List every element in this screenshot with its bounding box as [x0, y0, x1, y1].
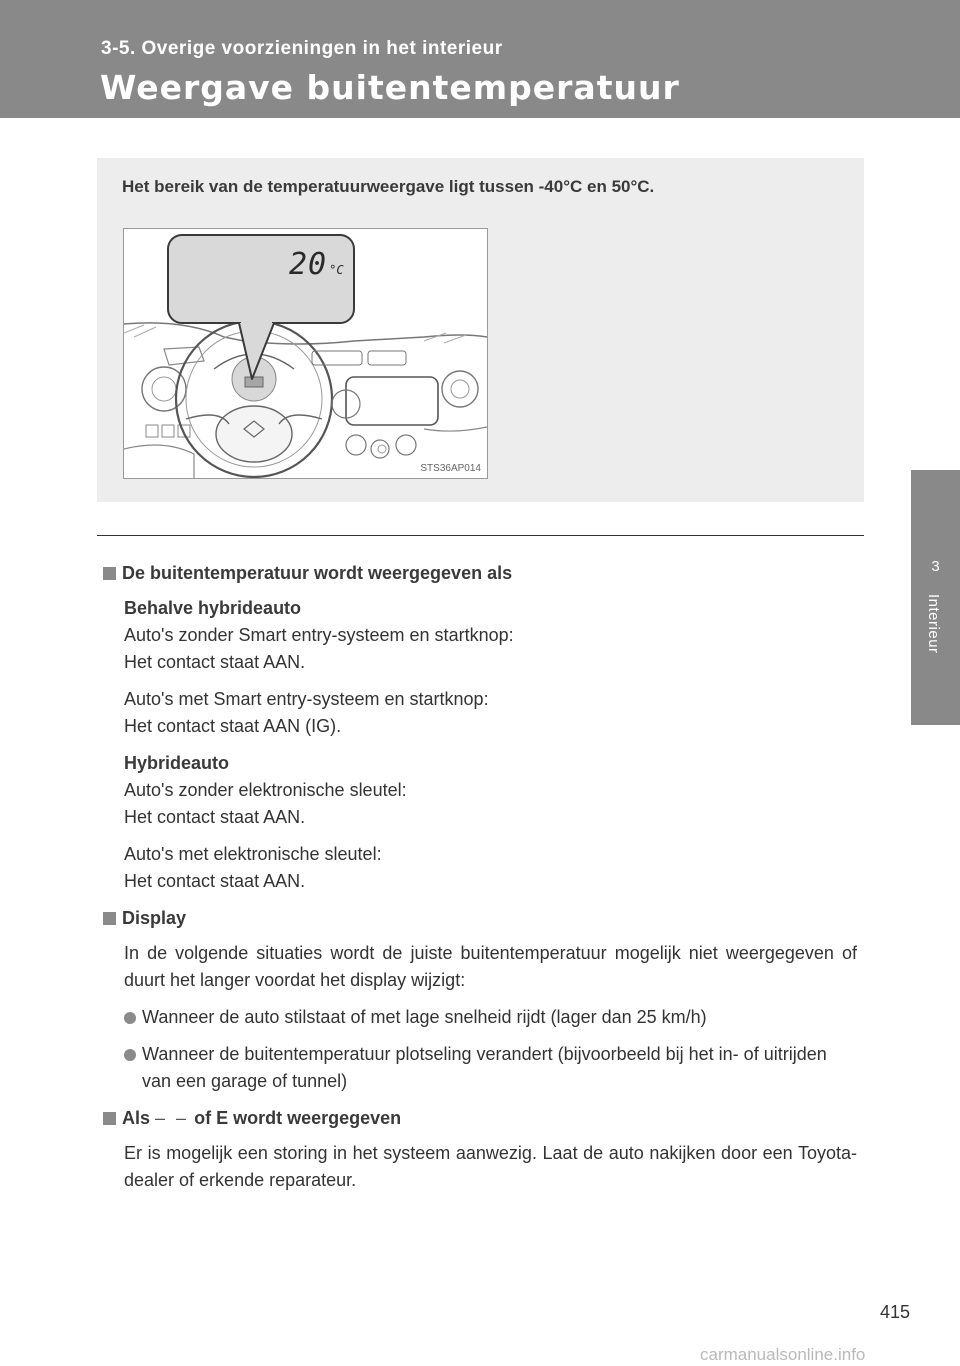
text-line: Het contact staat AAN (IG). [124, 716, 342, 736]
paragraph: Er is mogelijk een storing in het systeem aanwezig. Laat de auto nakijken door een Toyota-dealer of erkende reparateur. [124, 1143, 857, 1190]
chapter-label: Interieur [925, 594, 942, 654]
text-line: Het contact staat AAN. [124, 807, 306, 827]
square-bullet-icon [103, 567, 116, 580]
temperature-readout [289, 247, 344, 282]
square-bullet-icon [103, 912, 116, 925]
page-number: 415 [880, 1302, 911, 1322]
text-line: Het contact staat AAN. [124, 652, 306, 672]
square-bullet-icon [103, 1112, 116, 1125]
subheading-hybrid: Hybrideauto [124, 753, 230, 773]
info-panel [97, 158, 864, 502]
chapter-number: 3 [931, 558, 940, 575]
heading-display-conditions [103, 560, 857, 587]
heading-error-display [103, 1105, 857, 1132]
image-code: STS36AP014 [420, 463, 481, 474]
text-line: Het contact staat AAN. [124, 871, 306, 891]
heading-display [103, 905, 857, 932]
bullet-text: Wanneer de auto stilstaat of met lage snelheid rijdt (lager dan 25 km/h) [142, 1007, 707, 1027]
text-line: Auto's zonder elektronische sleutel: [124, 780, 407, 800]
section-heading: 3-5. Overige voorzieningen in het interieur [101, 38, 503, 59]
bullet-text: Wanneer de buitentemperatuur plotseling verandert (bijvoorbeeld bij het in- of uitrijden van een garage of tunnel) [142, 1044, 827, 1091]
round-bullet-icon [124, 1049, 136, 1061]
chapter-header [0, 0, 960, 118]
round-bullet-icon [124, 1012, 136, 1024]
subheading-non-hybrid: Behalve hybrideauto [124, 598, 302, 618]
bullet-item [103, 1004, 857, 1031]
text-line: Auto's met elektronische sleutel: [124, 844, 382, 864]
heading-text: Display [122, 908, 187, 928]
paragraph: In de volgende situaties wordt de juiste buitentemperatuur mogelijk niet weergegeven of duurt het langer voordat het display wijzigt: [124, 943, 857, 990]
temperature-value: 20 [289, 247, 328, 282]
chapter-side-tab [911, 470, 960, 725]
heading-text: Als [122, 1108, 151, 1128]
watermark: carmanualsonline.info [700, 1345, 866, 1364]
heading-text: De buitentemperatuur wordt weergegeven als [122, 563, 513, 583]
heading-text: of E wordt weergegeven [194, 1108, 402, 1128]
text-line: Auto's met Smart entry-systeem en startknop: [124, 689, 489, 709]
temperature-range-text: Het bereik van de temperatuurweergave ligt tussen -40°C en 50°C. [122, 177, 655, 196]
text-line: Auto's zonder Smart entry-systeem en startknop: [124, 625, 514, 645]
bullet-item [103, 1041, 857, 1095]
dashboard-illustration [123, 228, 488, 479]
section-divider [97, 535, 864, 536]
page-title: Weergave buitentemperatuur [100, 68, 680, 107]
dash-symbol: – – [155, 1108, 190, 1128]
main-content [103, 560, 857, 1194]
temperature-unit: °C [329, 263, 344, 277]
